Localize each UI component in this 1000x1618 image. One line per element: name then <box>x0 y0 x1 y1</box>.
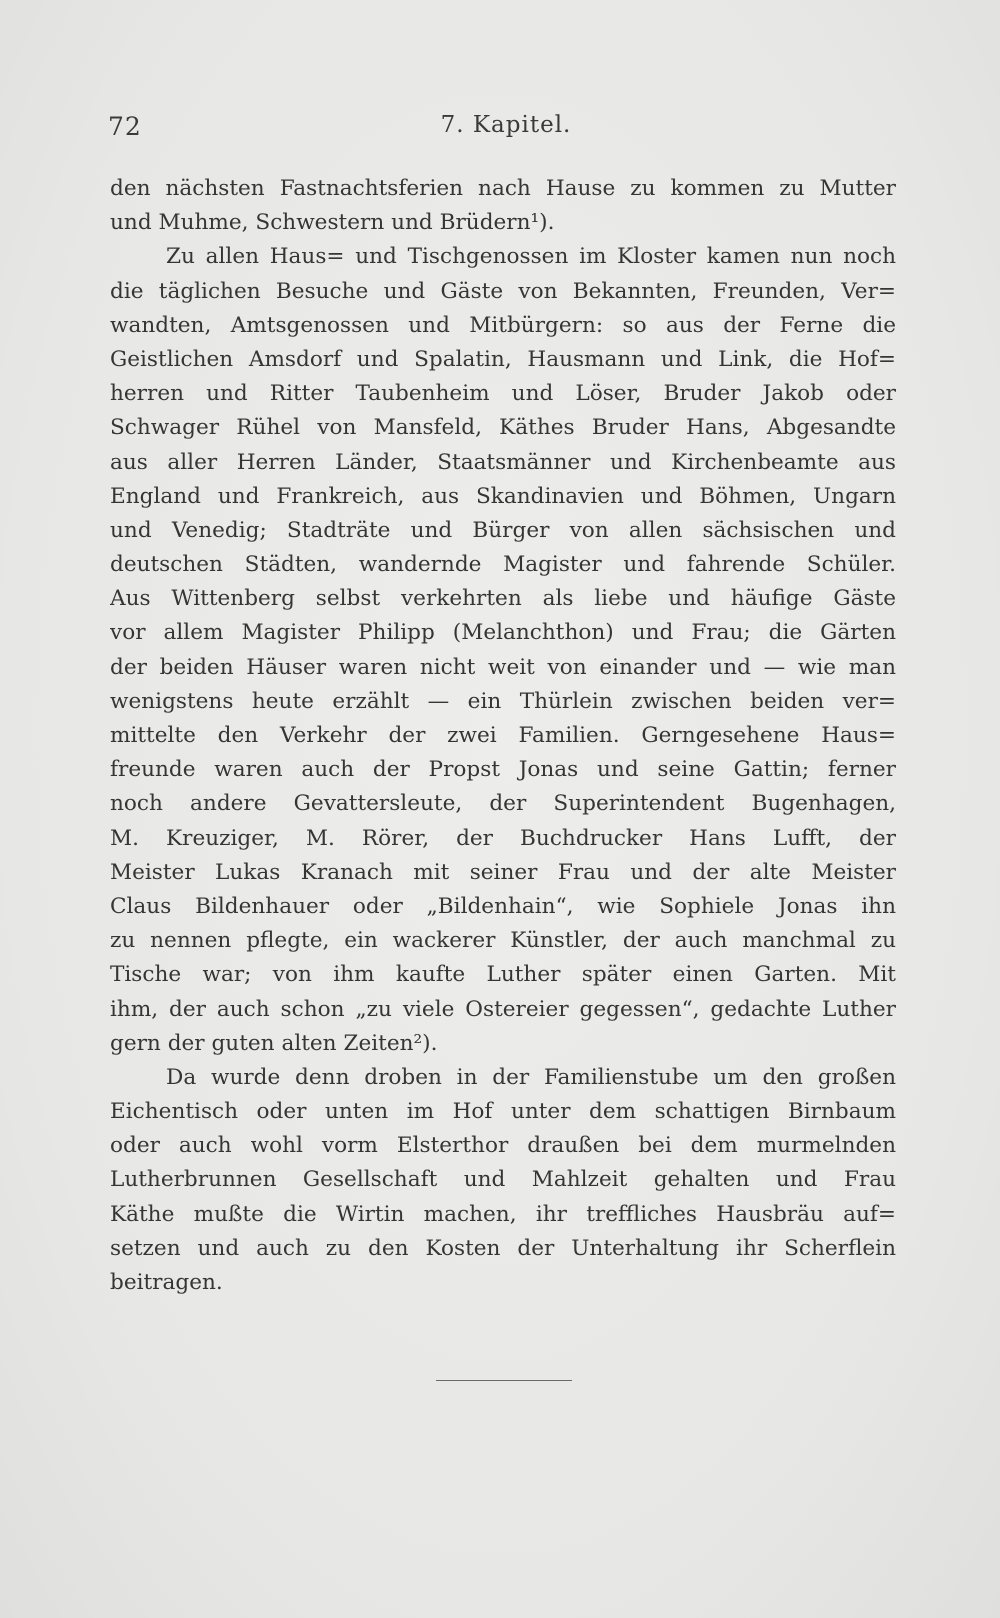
text-line: wandten, Amtsgenossen und Mitbürgern: so aus der Ferne die <box>110 312 896 338</box>
text-line: Tische war; von ihm kaufte Luther später einen Garten. Mit <box>110 962 896 988</box>
text-line: England und Frankreich, aus Skandinavien und Böhmen, Ungarn <box>110 483 896 509</box>
text-line: zu nennen pflegte, ein wackerer Künstler, der auch manchmal zu <box>110 928 896 954</box>
text-line: den nächsten Fastnachtsferien nach Hause zu kommen zu Mutter <box>110 176 896 201</box>
text-line: Käthe mußte die Wirtin machen, ihr treffliches Hausbräu auf= <box>110 1201 896 1227</box>
footnote-divider <box>436 1380 572 1381</box>
chapter-title: 7. Kapitel. <box>440 112 572 138</box>
text-line: die täglichen Besuche und Gäste von Bekannten, Freunden, Ver= <box>110 278 896 304</box>
text-line: mittelte den Verkehr der zwei Familien. Gerngesehene Haus= <box>110 723 896 748</box>
text-line: Meister Lukas Kranach mit seiner Frau und der alte Meister <box>110 859 896 885</box>
text-line: aus aller Herren Länder, Staatsmänner und Kirchenbeamte aus <box>110 449 896 475</box>
paragraph-start-line: Da wurde denn droben in der Familienstube um den großen <box>166 1064 896 1090</box>
text-line: noch andere Gevattersleute, der Superintendent Bugenhagen, <box>110 791 896 817</box>
text-line: setzen und auch zu den Kosten der Unterhaltung ihr Scherflein <box>110 1235 896 1261</box>
text-line: Claus Bildenhauer oder „Bildenhain“, wie Sophiele Jonas ihn <box>110 893 896 919</box>
text-line: Schwager Rühel von Mansfeld, Käthes Bruder Hans, Abgesandte <box>110 415 896 441</box>
text-line: Aus Wittenberg selbst verkehrten als liebe und häufige Gäste <box>110 586 896 612</box>
paragraph-start-line: Zu allen Haus= und Tischgenossen im Kloster kamen nun noch <box>166 244 896 270</box>
text-line: M. Kreuziger, M. Rörer, der Buchdrucker Hans Lufft, der <box>110 825 896 851</box>
text-line: deutschen Städten, wandernde Magister und fahrende Schüler. <box>110 552 896 578</box>
text-line: der beiden Häuser waren nicht weit von einander und — wie man <box>110 654 896 680</box>
text-line: wenigstens heute erzählt — ein Thürlein zwischen beiden ver= <box>110 688 896 714</box>
text-line: Eichentisch oder unten im Hof unter dem schattigen Birnbaum <box>110 1099 896 1125</box>
text-line: und Venedig; Stadträte und Bürger von allen sächsischen und <box>110 517 896 543</box>
text-line: Geistlichen Amsdorf und Spalatin, Hausmann und Link, die Hof= <box>110 346 896 372</box>
text-line: herren und Ritter Taubenheim und Löser, Bruder Jakob oder <box>110 381 896 407</box>
text-line: vor allem Magister Philipp (Melanchthon) und Frau; die Gärten <box>110 620 896 646</box>
text-line: ihm, der auch schon „zu viele Ostereier gegessen“, gedachte Luther <box>110 996 896 1022</box>
text-line: und Muhme, Schwestern und Brüdern¹). <box>110 210 555 236</box>
text-line: freunde waren auch der Propst Jonas und seine Gattin; ferner <box>110 757 896 783</box>
text-line: beitragen. <box>110 1270 223 1295</box>
body-text <box>110 172 896 1300</box>
text-line: Lutherbrunnen Gesellschaft und Mahlzeit gehalten und Frau <box>110 1167 896 1193</box>
page-header <box>108 112 904 152</box>
text-line: gern der guten alten Zeiten²). <box>110 1030 438 1056</box>
page-number: 72 <box>108 112 142 141</box>
text-line: oder auch wohl vorm Elsterthor draußen bei dem murmelnden <box>110 1133 896 1159</box>
